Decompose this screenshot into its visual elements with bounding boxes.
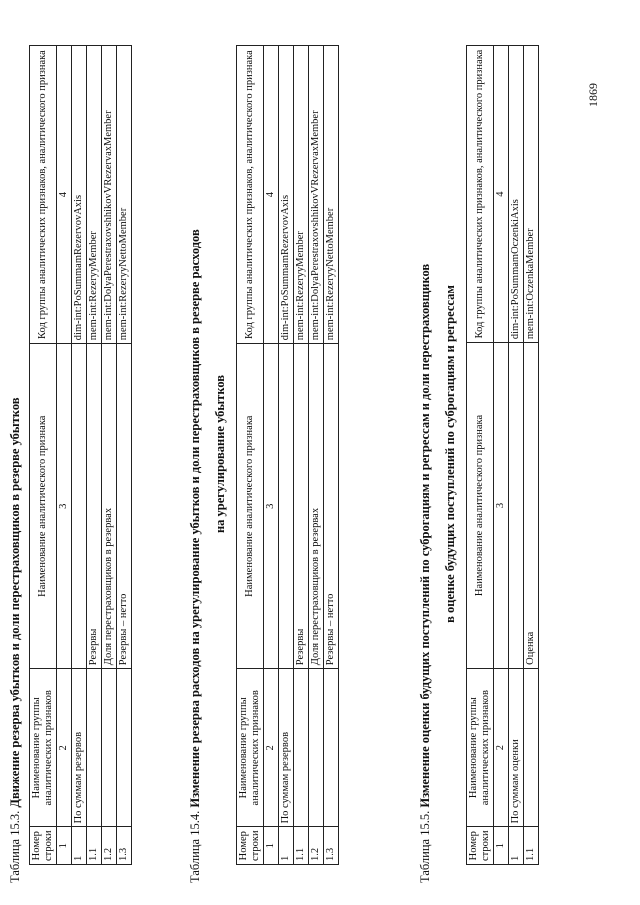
numbering-cell: 3 — [57, 344, 72, 669]
code: mem-int:DolyaPerestraxovshhikovVRezervaxMember — [102, 46, 117, 344]
table-row — [117, 46, 132, 865]
table-row — [509, 46, 524, 865]
header-cell: Номер строки — [237, 827, 264, 865]
numbering-cell: 3 — [494, 343, 509, 669]
group-name — [324, 669, 339, 827]
numbering-row — [264, 46, 279, 865]
attribute-name: Резервы — [87, 344, 102, 669]
table-row — [324, 46, 339, 865]
table-block-15-3 — [8, 25, 132, 883]
header-cell: Наименование аналитического признака — [237, 344, 264, 669]
caption-prefix: Таблица 15.3. — [8, 807, 22, 883]
numbering-row — [494, 46, 509, 865]
attribute-name — [509, 343, 524, 669]
header-cell: Код группы аналитических признаков, аналитического признака — [30, 46, 57, 344]
table-row — [72, 46, 87, 865]
data-table — [236, 45, 339, 865]
header-cell: Наименование группы аналитических признаков — [467, 668, 494, 827]
header-cell: Номер строки — [467, 827, 494, 865]
header-row — [30, 46, 57, 865]
row-number: 1.2 — [309, 827, 324, 865]
row-number: 1.1 — [87, 827, 102, 865]
table-caption — [188, 25, 228, 883]
row-number: 1 — [509, 827, 524, 865]
caption-title: Движение резерва убытков и доли перестраховщиков в резерве убытков — [8, 397, 22, 808]
header-cell: Код группы аналитических признаков, аналитического признака — [237, 46, 264, 344]
attribute-name — [279, 344, 294, 669]
data-table — [29, 45, 132, 865]
group-name — [102, 669, 117, 827]
caption-prefix: Таблица 15.4. — [188, 807, 202, 883]
group-name — [309, 669, 324, 827]
table-caption — [418, 25, 458, 883]
header-row — [237, 46, 264, 865]
attribute-name: Оценка — [524, 343, 539, 669]
header-cell: Наименование аналитического признака — [30, 344, 57, 669]
header-cell: Код группы аналитических признаков, аналитического признака — [467, 46, 494, 343]
header-row — [467, 46, 494, 865]
numbering-cell: 4 — [264, 46, 279, 344]
table-row — [524, 46, 539, 865]
attribute-name: Доля перестраховщиков в резервах — [309, 344, 324, 669]
header-cell: Номер строки — [30, 827, 57, 865]
code: dim-int:PoSummamRezervovAxis — [72, 46, 87, 344]
numbering-cell: 2 — [264, 669, 279, 827]
row-number: 1.1 — [294, 827, 309, 865]
table-block-15-5 — [418, 25, 539, 883]
code: dim-int:PoSummamOczenkiAxis — [509, 46, 524, 343]
page-number: 1869 — [586, 83, 600, 107]
attribute-name: Доля перестраховщиков в резервах — [102, 344, 117, 669]
attribute-name: Резервы – нетто — [324, 344, 339, 669]
attribute-name: Резервы — [294, 344, 309, 669]
attribute-name: Резервы – нетто — [117, 344, 132, 669]
table-row — [294, 46, 309, 865]
code: mem-int:DolyaPerestraxovshhikovVRezervaxMember — [309, 46, 324, 344]
numbering-cell: 1 — [57, 827, 72, 865]
code: mem-int:OczenkaMember — [524, 46, 539, 343]
caption-title: Изменение оценки будущих поступлений по суброгациям и регрессам и доли перестраховщиков — [418, 263, 432, 808]
numbering-cell: 1 — [264, 827, 279, 865]
numbering-row — [57, 46, 72, 865]
group-name: По суммам оценки — [509, 668, 524, 827]
table-row — [102, 46, 117, 865]
group-name — [117, 669, 132, 827]
group-name — [294, 669, 309, 827]
row-number: 1.3 — [117, 827, 132, 865]
row-number: 1.1 — [524, 827, 539, 865]
header-cell: Наименование группы аналитических признаков — [237, 669, 264, 827]
code: mem-int:RezeryyNettoMember — [117, 46, 132, 344]
row-number: 1 — [72, 827, 87, 865]
code: mem-int:RezeryyNettoMember — [324, 46, 339, 344]
table-row — [279, 46, 294, 865]
table-row — [309, 46, 324, 865]
numbering-cell: 4 — [57, 46, 72, 344]
table-block-15-4 — [188, 25, 339, 883]
group-name: По суммам резервов — [279, 669, 294, 827]
group-name — [87, 669, 102, 827]
row-number: 1.3 — [324, 827, 339, 865]
table-caption — [8, 25, 23, 883]
attribute-name — [72, 344, 87, 669]
caption-prefix: Таблица 15.5. — [418, 807, 432, 883]
group-name — [524, 668, 539, 827]
code: dim-int:PoSummamRezervovAxis — [279, 46, 294, 344]
row-number: 1.2 — [102, 827, 117, 865]
row-number: 1 — [279, 827, 294, 865]
caption-title: Изменение резерва расходов на урегулирование убытков и доли перестраховщиков в резерве расходов — [188, 229, 202, 808]
numbering-cell: 4 — [494, 46, 509, 343]
table-row — [87, 46, 102, 865]
numbering-cell: 3 — [264, 344, 279, 669]
caption-continuation: на урегулирование убытков — [213, 374, 227, 534]
numbering-cell: 2 — [57, 669, 72, 827]
code: mem-int:RezeryyMember — [87, 46, 102, 344]
code: mem-int:RezeryyMember — [294, 46, 309, 344]
group-name: По суммам резервов — [72, 669, 87, 827]
header-cell: Наименование группы аналитических признаков — [30, 669, 57, 827]
numbering-cell: 2 — [494, 668, 509, 827]
header-cell: Наименование аналитического признака — [467, 343, 494, 669]
numbering-cell: 1 — [494, 827, 509, 865]
caption-continuation: в оценке будущих поступлений по суброгациям и регрессам — [443, 285, 457, 623]
data-table — [466, 45, 539, 865]
